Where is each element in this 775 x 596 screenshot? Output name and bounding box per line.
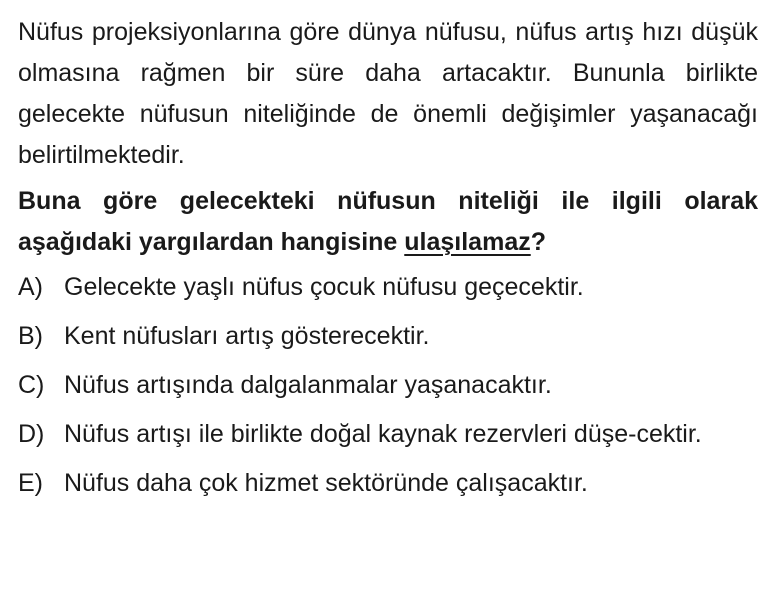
option-e-text: Nüfus daha çok hizmet sektöründe çalışacaktır. [64,469,588,497]
option-d[interactable] [18,416,758,452]
option-d-text: Nüfus artışı ile birlikte doğal kaynak rezervleri düşe-cektir. [64,420,702,448]
option-b[interactable] [18,318,758,354]
option-a-letter: A) [18,273,43,301]
option-a[interactable] [18,269,758,305]
option-e-letter: E) [18,469,43,497]
option-a-text: Gelecekte yaşlı nüfus çocuk nüfusu geçecektir. [64,273,584,301]
option-e[interactable] [18,465,758,501]
stem-underlined-word: ulaşılamaz [404,228,531,256]
option-b-text: Kent nüfusları artış gösterecektir. [64,322,430,350]
question-stem [18,181,758,263]
stem-text: Buna göre gelecekteki nüfusun niteliği ile ilgili olarak aşağıdaki yargılardan hangisine [18,187,758,256]
question-block [18,12,758,514]
option-b-letter: B) [18,322,43,350]
question-passage: Nüfus projeksiyonlarına göre dünya nüfusu, nüfus artış hızı düşük olmasına rağmen bir süre daha artacaktır. Bununla birlikte gelecekte nüfusun niteliğinde de önemli değişimler yaşanacağı belirtilmektedir. [18,18,758,169]
answer-options [18,269,758,501]
stem-question-mark: ? [530,228,546,256]
option-c-letter: C) [18,371,45,399]
option-c-text: Nüfus artışında dalgalanmalar yaşanacaktır. [64,371,552,399]
option-d-letter: D) [18,420,45,448]
option-c[interactable] [18,367,758,403]
